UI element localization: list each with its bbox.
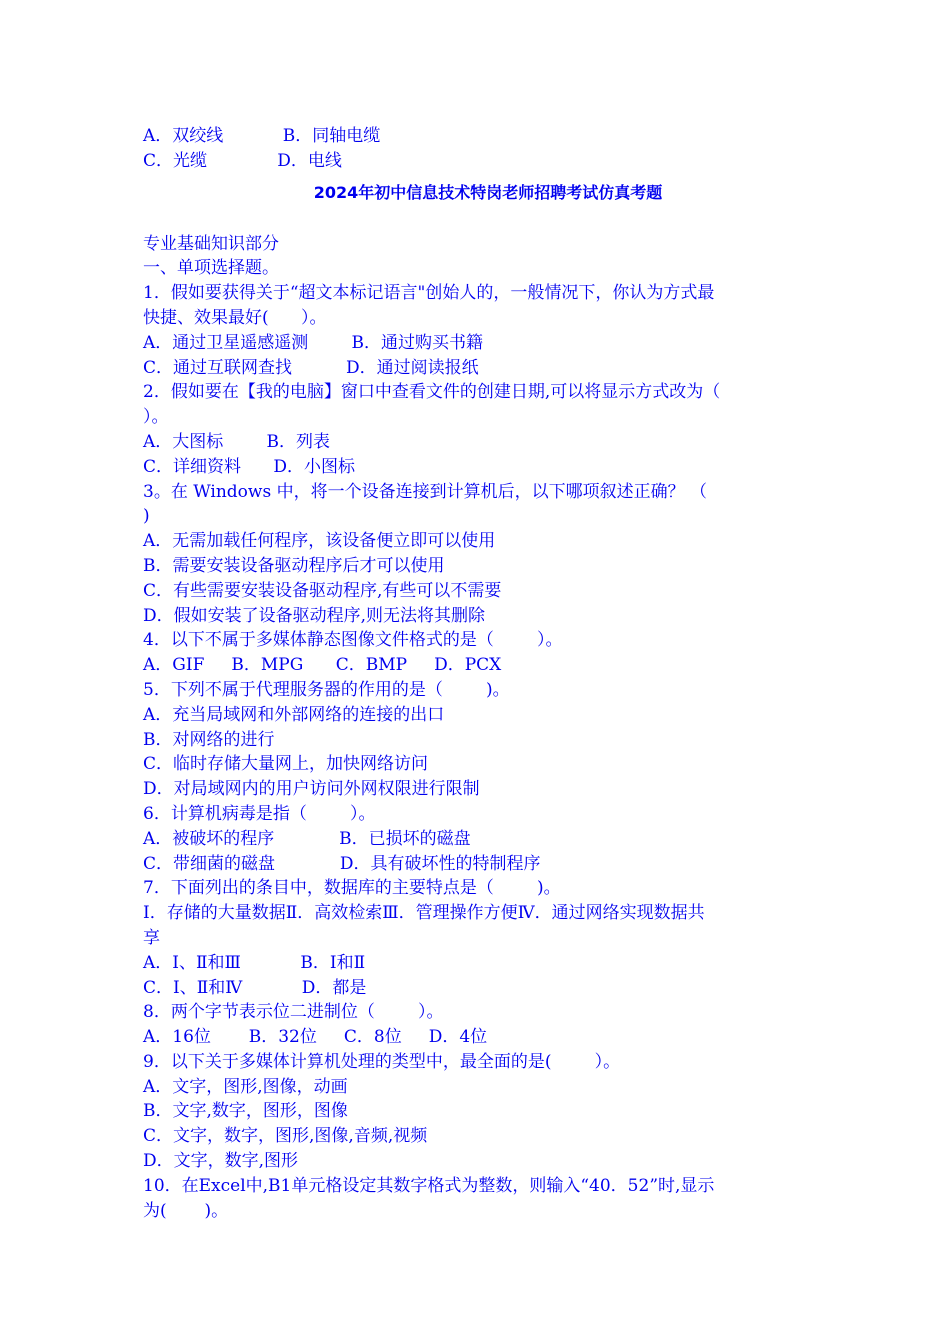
text-line: A．通过卫星遥感遥测 B．通过购买书籍 xyxy=(143,332,483,353)
text-line: C．带细菌的磁盘 D．具有破坏性的特制程序 xyxy=(143,853,541,874)
text-line: A．无需加载任何程序，该设备便立即可以使用 xyxy=(143,531,496,552)
text-line: Ⅰ．存储的大量数据Ⅱ．高效检索Ⅲ．管理操作方便Ⅳ．通过网络实现数据共 xyxy=(143,903,705,924)
text-line: A．充当局域网和外部网络的连接的出口 xyxy=(143,704,445,725)
text-line: D．对局域网内的用户访问外网权限进行限制 xyxy=(143,779,480,800)
document-content xyxy=(143,124,813,1223)
text-line: 专业基础知识部分 xyxy=(143,233,279,254)
text-line: C．临时存储大量网上，加快网络访问 xyxy=(143,754,429,775)
text-line: 享 xyxy=(143,927,160,948)
text-line: 为( )。 xyxy=(143,1200,229,1221)
text-line: C．详细资料 D．小图标 xyxy=(143,456,356,477)
text-line: A．GIF B．MPG C．BMP D．PCX xyxy=(143,655,502,676)
text-line: C．有些需要安装设备驱动程序,有些可以不需要 xyxy=(143,580,502,601)
text-line: A．大图标 B．列表 xyxy=(143,431,330,452)
text-line: C．光缆 D．电线 xyxy=(143,150,342,171)
text-line: B．需要安装设备驱动程序后才可以使用 xyxy=(143,555,445,576)
text-line: 6．计算机病毒是指（ ）。 xyxy=(143,803,376,824)
text-line: 4．以下不属于多媒体静态图像文件格式的是（ ）。 xyxy=(143,630,563,651)
exam-title: 2024年初中信息技术特岗老师招聘考试仿真考题 xyxy=(313,182,663,202)
text-line: 3。在 Windows 中，将一个设备连接到计算机后，以下哪项叙述正确？ （ xyxy=(143,481,707,502)
text-line: 2．假如要在【我的电脑】窗口中查看文件的创建日期,可以将显示方式改为（ xyxy=(143,382,721,403)
previous-question-options xyxy=(143,124,813,174)
text-line: A．双绞线 B．同轴电缆 xyxy=(143,126,381,146)
text-line: 10．在Excel中,B1单元格设定其数字格式为整数，则输入“40．52”时,显示 xyxy=(143,1175,715,1196)
text-line: 1．假如要获得关于“超文本标记语言"创始人的，一般情况下，你认为方式最 xyxy=(143,283,715,304)
text-line: 5．下列不属于代理服务器的作用的是（ )。 xyxy=(143,679,510,700)
text-line: 8．两个字节表示位二进制位（ ）。 xyxy=(143,1002,444,1023)
question-list xyxy=(143,232,813,1224)
text-line: C．通过互联网查找 D．通过阅读报纸 xyxy=(143,357,479,378)
text-line: C．Ⅰ、Ⅱ和Ⅳ D．都是 xyxy=(143,977,367,998)
text-line: A．16位 B．32位 C．8位 D．4位 xyxy=(143,1027,488,1048)
text-line: B．对网络的进行 xyxy=(143,729,275,750)
text-line: A．Ⅰ、Ⅱ和Ⅲ B．Ⅰ和Ⅱ xyxy=(143,952,366,973)
text-line: 快捷、效果最好( ）。 xyxy=(143,307,327,328)
text-line: A．被破坏的程序 B．已损坏的磁盘 xyxy=(143,828,471,849)
text-line: ) xyxy=(143,506,150,527)
text-line: 7．下面列出的条目中，数据库的主要特点是（ )。 xyxy=(143,878,561,899)
text-line: A．文字，图形,图像，动画 xyxy=(143,1076,348,1097)
text-line: B．文字,数字，图形，图像 xyxy=(143,1101,348,1122)
text-line: 一、单项选择题。 xyxy=(143,258,279,279)
text-line: D．假如安装了设备驱动程序,则无法将其删除 xyxy=(143,605,486,626)
text-line: 9．以下关于多媒体计算机处理的类型中，最全面的是( ）。 xyxy=(143,1051,621,1072)
text-line: ）。 xyxy=(143,407,169,428)
text-line: C．文字，数字，图形,图像,音频,视频 xyxy=(143,1126,428,1147)
text-line: D．文字，数字,图形 xyxy=(143,1151,299,1172)
